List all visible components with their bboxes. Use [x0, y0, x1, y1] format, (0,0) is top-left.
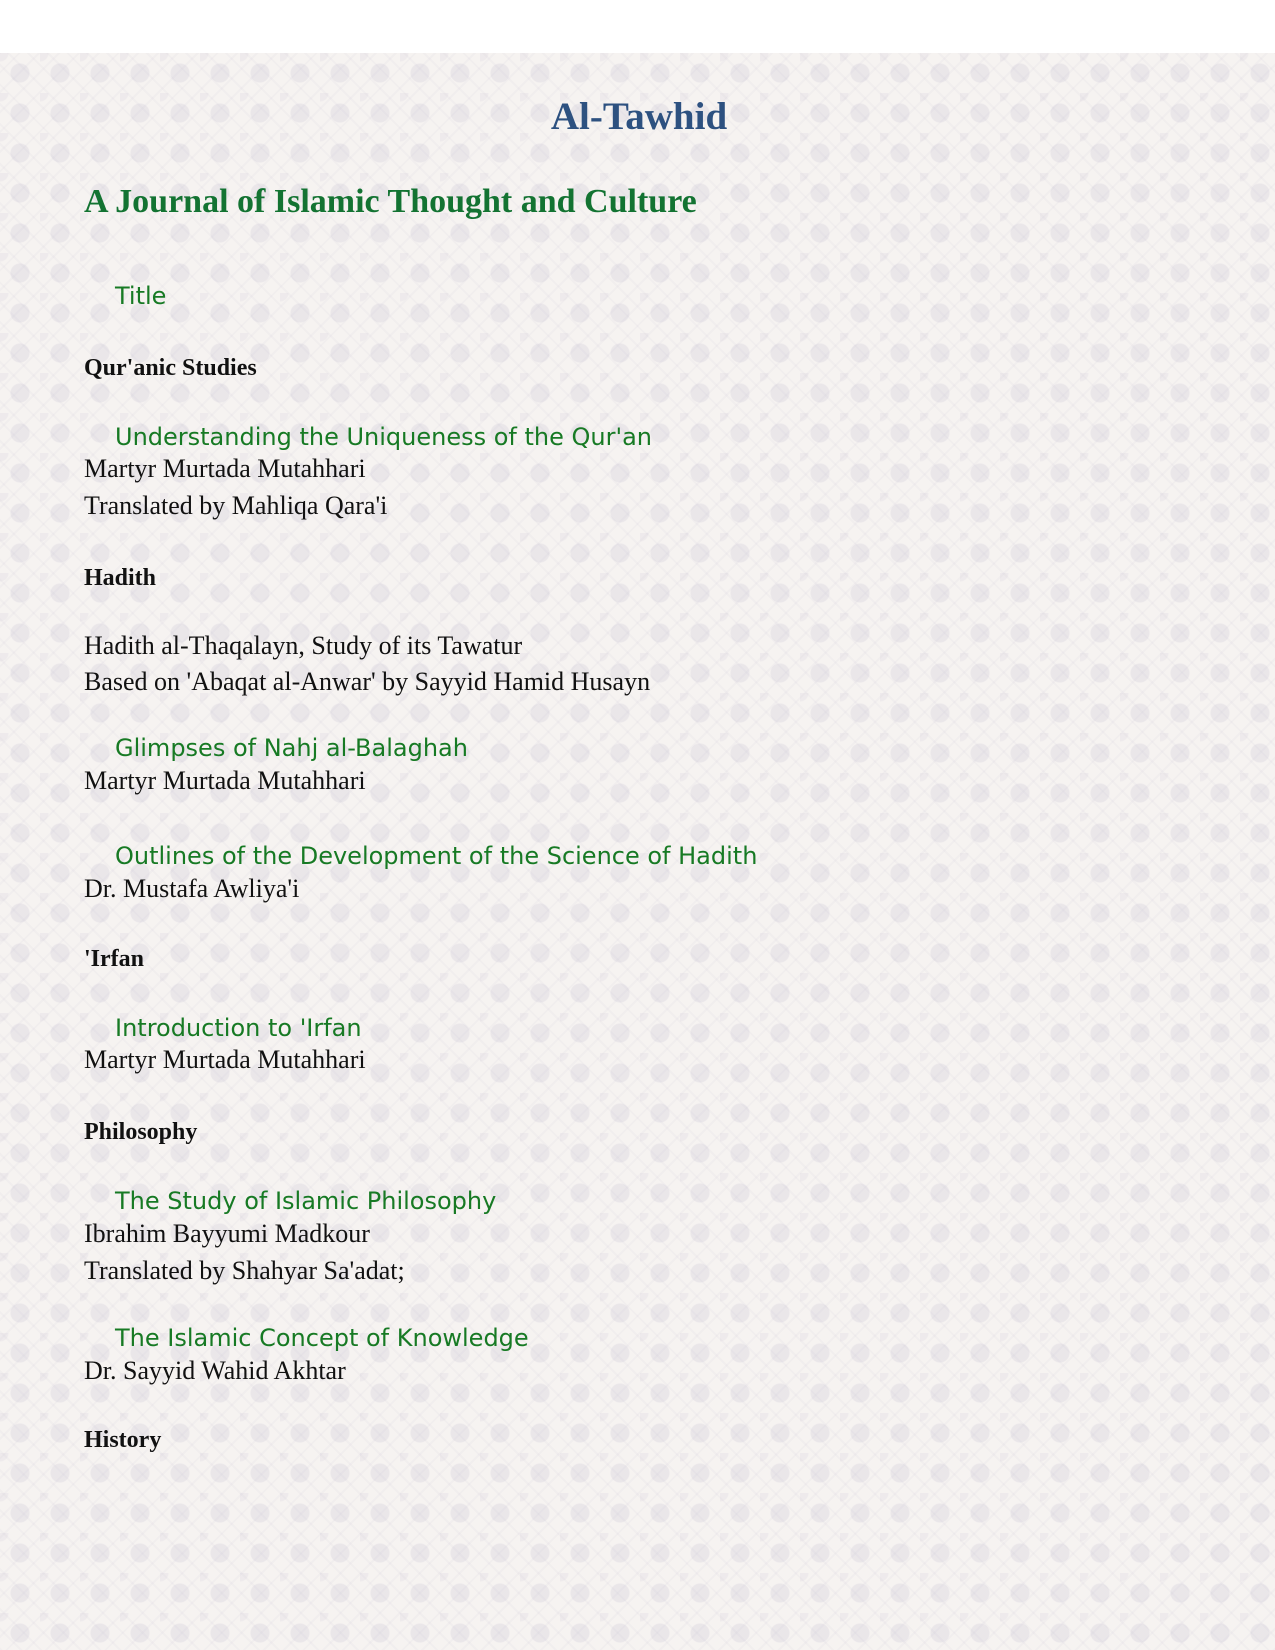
article-translator: Translated by Mahliqa Qara'i	[84, 491, 388, 520]
article-title-plain: Hadith al-Thaqalayn, Study of its Tawatur	[84, 631, 523, 660]
journal-page	[0, 53, 1275, 1650]
article-source: Based on 'Abaqat al-Anwar' by Sayyid Hamid Husayn	[84, 667, 651, 696]
journal-title: Al-Tawhid	[550, 95, 728, 138]
article-author: Ibrahim Bayyumi Madkour	[84, 1219, 370, 1248]
article-author: Dr. Sayyid Wahid Akhtar	[84, 1356, 346, 1385]
journal-subtitle: A Journal of Islamic Thought and Culture	[84, 183, 697, 220]
column-heading-title: Title	[115, 282, 167, 310]
article-link-glimpses-nahj-al-balaghah[interactable]: Glimpses of Nahj al-Balaghah	[115, 734, 468, 762]
section-heading-irfan: 'Irfan	[84, 946, 144, 972]
section-heading-philosophy: Philosophy	[84, 1119, 198, 1145]
article-author: Martyr Murtada Mutahhari	[84, 454, 366, 483]
article-link-study-of-islamic-philosophy[interactable]: The Study of Islamic Philosophy	[115, 1187, 497, 1215]
article-link-introduction-to-irfan[interactable]: Introduction to 'Irfan	[115, 1014, 362, 1042]
article-author: Dr. Mustafa Awliya'i	[84, 874, 300, 903]
section-heading-quranic-studies: Qur'anic Studies	[84, 355, 257, 381]
section-heading-history: History	[84, 1427, 162, 1453]
article-link-uniqueness-of-quran[interactable]: Understanding the Uniqueness of the Qur'an	[115, 423, 652, 451]
article-author: Martyr Murtada Mutahhari	[84, 1045, 366, 1074]
article-author: Martyr Murtada Mutahhari	[84, 766, 366, 795]
article-translator: Translated by Shahyar Sa'adat;	[84, 1256, 405, 1285]
article-link-science-of-hadith[interactable]: Outlines of the Development of the Science of Hadith	[115, 842, 758, 870]
article-link-islamic-concept-of-knowledge[interactable]: The Islamic Concept of Knowledge	[115, 1324, 529, 1352]
section-heading-hadith: Hadith	[84, 565, 157, 591]
